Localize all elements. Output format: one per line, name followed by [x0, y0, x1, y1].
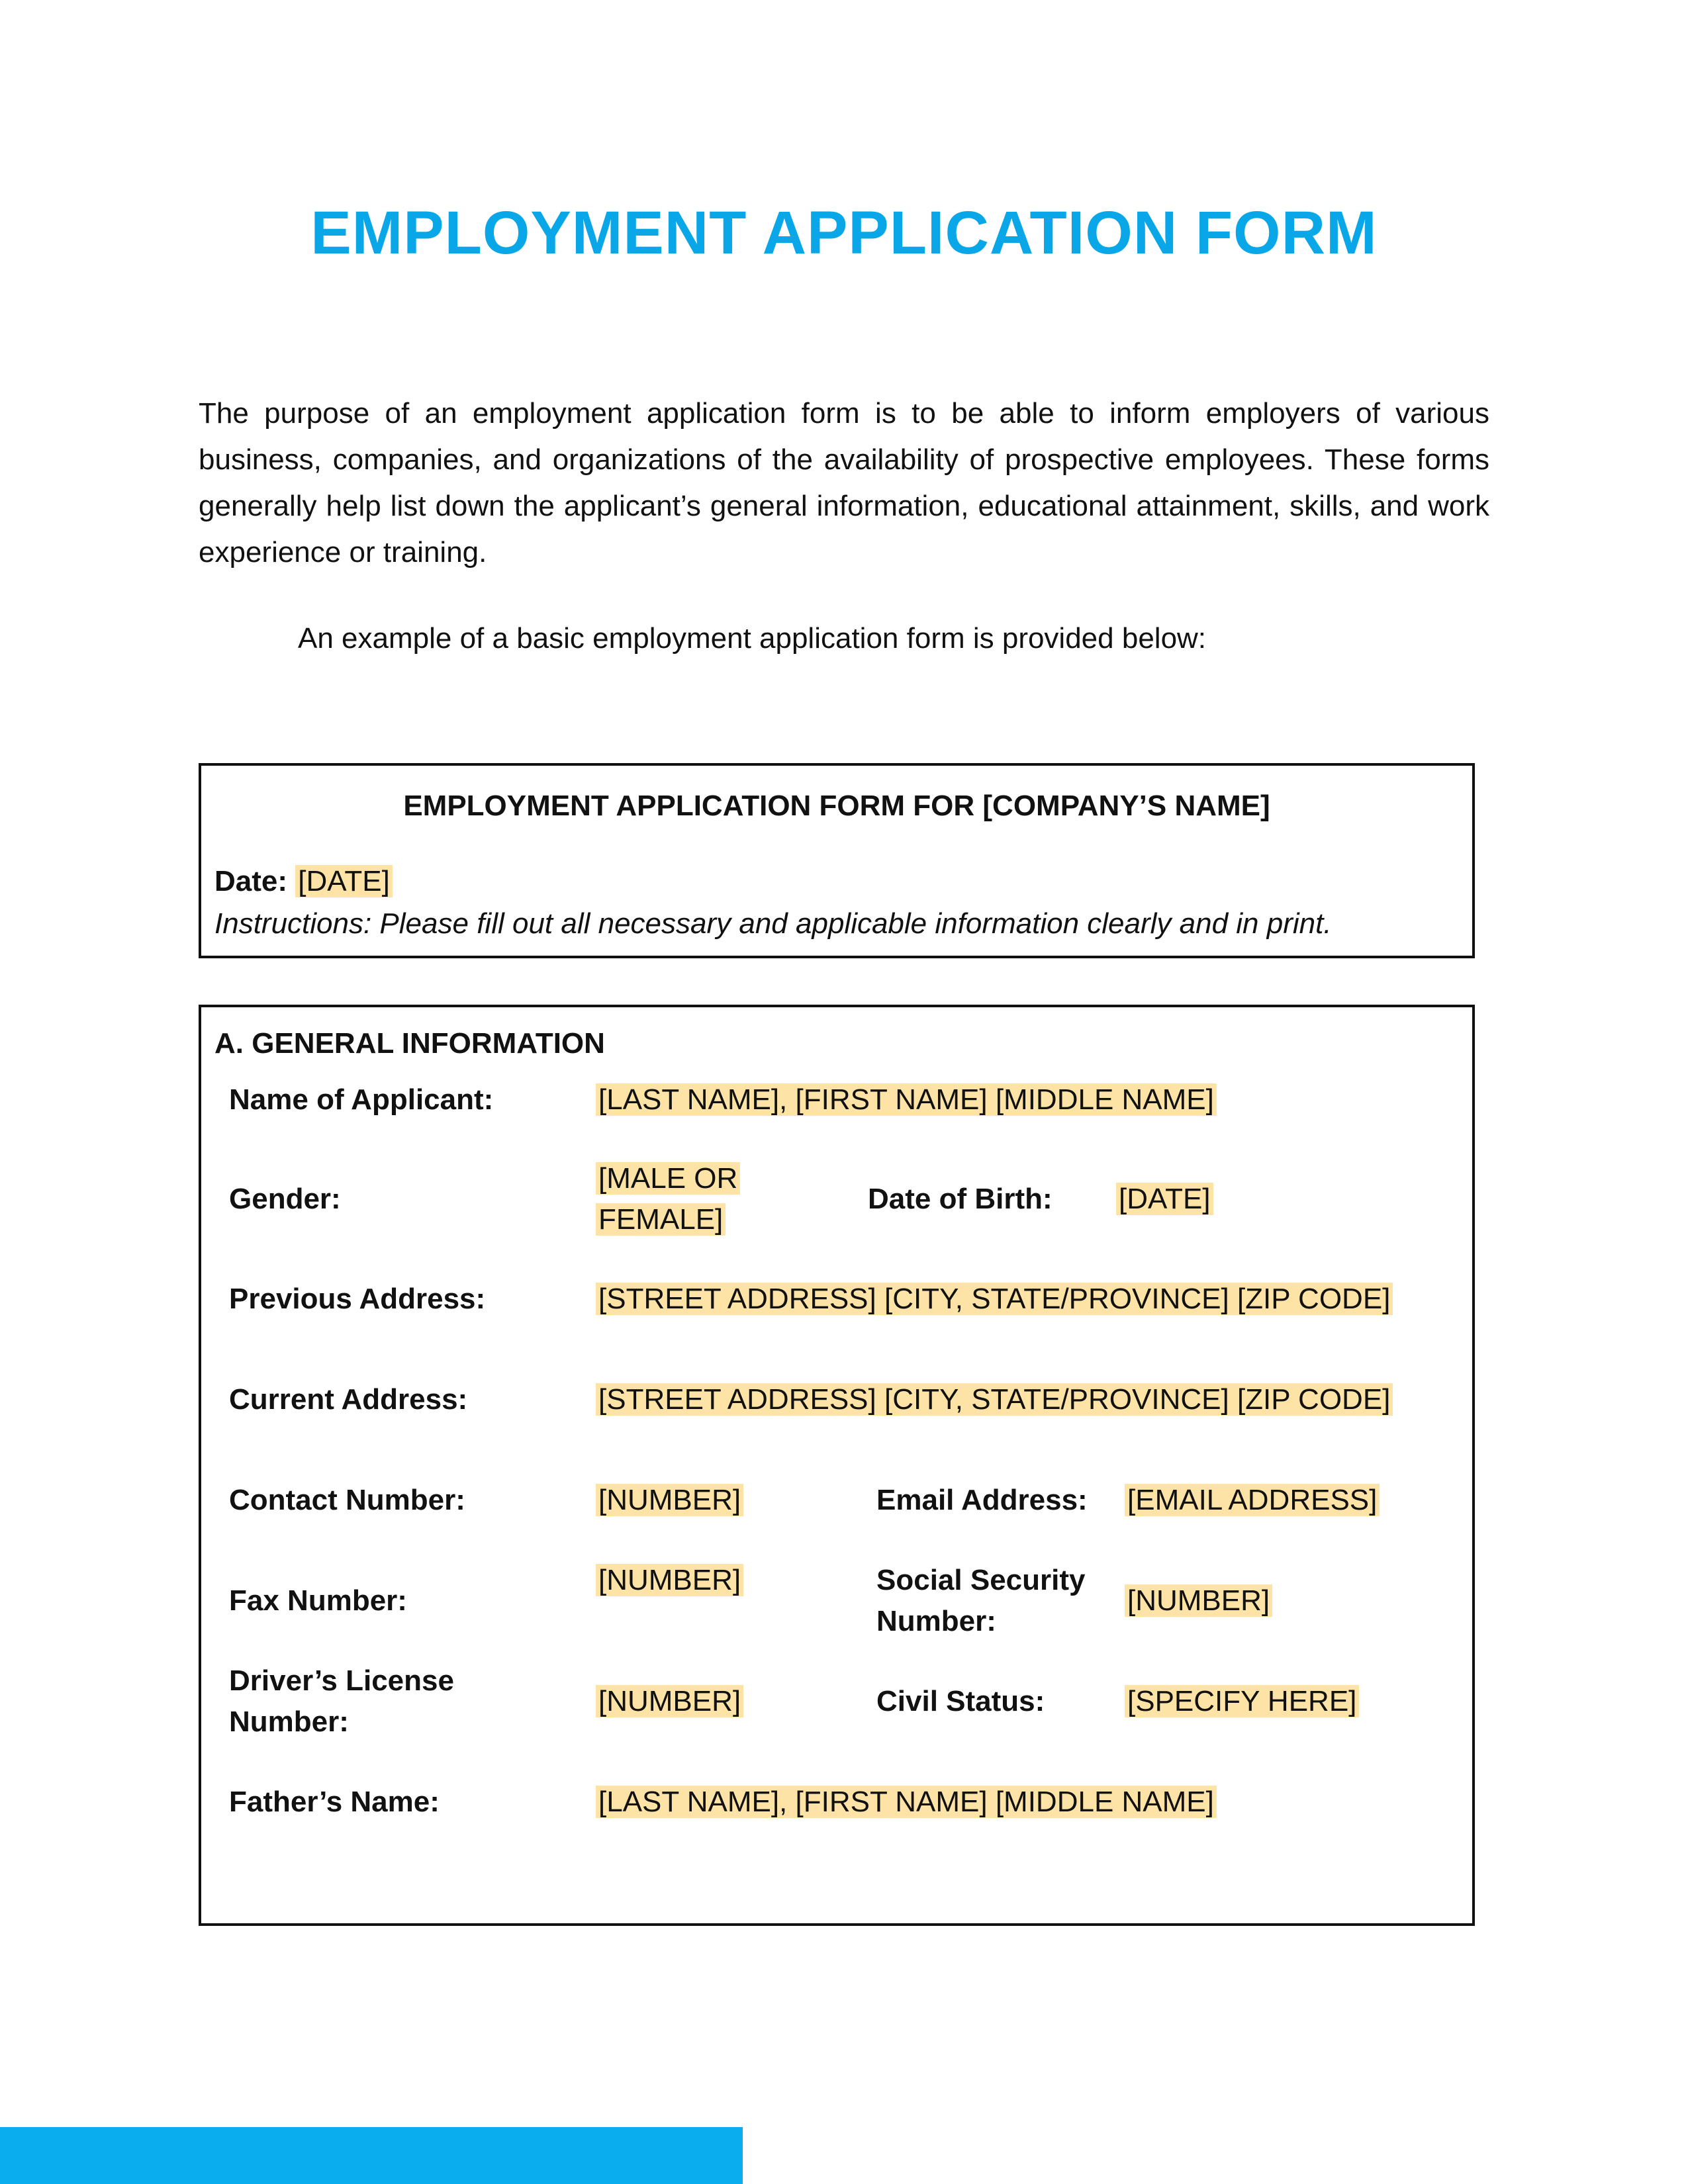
form-header-box: [199, 763, 1475, 958]
drivers-license-label-line2: Number:: [229, 1706, 349, 1738]
current-address-value: [STREET ADDRESS] [CITY, STATE/PROVINCE] [ZIP CODE]: [596, 1383, 1393, 1416]
gender-value-line1: [MALE OR: [596, 1162, 740, 1195]
current-address-label: Current Address:: [229, 1383, 468, 1416]
contact-number-value: [NUMBER]: [596, 1484, 743, 1516]
contact-number-label: Contact Number:: [229, 1484, 465, 1516]
document-title: EMPLOYMENT APPLICATION FORM: [310, 199, 1378, 267]
dob-label: Date of Birth:: [868, 1183, 1053, 1215]
example-line: An example of a basic employment application form is provided below:: [298, 622, 1207, 655]
date-field[interactable]: [DATE]: [295, 865, 393, 897]
contact-number-field[interactable]: [596, 1480, 743, 1521]
ssn-label: [876, 1560, 1085, 1642]
drivers-license-field[interactable]: [596, 1681, 743, 1722]
name-label: Name of Applicant:: [229, 1083, 494, 1116]
fathers-name-value: [LAST NAME], [FIRST NAME] [MIDDLE NAME]: [596, 1786, 1217, 1818]
name-value: [LAST NAME], [FIRST NAME] [MIDDLE NAME]: [596, 1083, 1217, 1116]
ssn-label-line1: Social Security: [876, 1564, 1086, 1596]
email-field[interactable]: [1125, 1480, 1380, 1521]
section-heading-general-information: A. GENERAL INFORMATION: [214, 1027, 605, 1060]
civil-status-label: Civil Status:: [876, 1685, 1045, 1717]
gender-field[interactable]: [596, 1158, 740, 1240]
ssn-label-line2: Number:: [876, 1605, 996, 1637]
dob-field[interactable]: [1116, 1179, 1213, 1220]
dob-value: [DATE]: [1116, 1183, 1213, 1215]
drivers-license-value: [NUMBER]: [596, 1685, 743, 1717]
fathers-name-label: Father’s Name:: [229, 1786, 440, 1818]
civil-status-value: [SPECIFY HERE]: [1125, 1685, 1359, 1717]
general-information-box: [199, 1005, 1475, 1926]
gender-label: Gender:: [229, 1183, 341, 1215]
ssn-value: [NUMBER]: [1125, 1584, 1272, 1617]
fathers-name-field[interactable]: [596, 1782, 1217, 1823]
instructions: Instructions: Please fill out all necessary and applicable information clearly and in print.: [214, 907, 1332, 940]
email-value: [EMAIL ADDRESS]: [1125, 1484, 1380, 1516]
name-field[interactable]: [596, 1079, 1217, 1120]
civil-status-field[interactable]: [1125, 1681, 1359, 1722]
gender-value-line2: FEMALE]: [596, 1203, 726, 1236]
intro-paragraph: The purpose of an employment application form is to be able to inform employers of various business, companies, and organizations of the availability of prospective employees. These forms generally help list down the applicant’s general information, educational attainment, skills, and work experience or training.: [199, 397, 1489, 569]
fax-number-value: [NUMBER]: [596, 1564, 743, 1596]
drivers-license-label: [229, 1661, 454, 1743]
fax-number-label: Fax Number:: [229, 1584, 407, 1617]
current-address-field[interactable]: [596, 1379, 1393, 1420]
date-label: Date:: [214, 865, 288, 897]
date-row: [214, 865, 393, 898]
previous-address-field[interactable]: [596, 1279, 1393, 1320]
form-header-title: EMPLOYMENT APPLICATION FORM FOR [COMPANY’S NAME]: [403, 790, 1270, 822]
fax-number-field[interactable]: [596, 1560, 743, 1601]
previous-address-label: Previous Address:: [229, 1283, 486, 1315]
email-label: Email Address:: [876, 1484, 1088, 1516]
drivers-license-label-line1: Driver’s License: [229, 1664, 454, 1697]
ssn-field[interactable]: [1125, 1580, 1272, 1621]
previous-address-value: [STREET ADDRESS] [CITY, STATE/PROVINCE] [ZIP CODE]: [596, 1283, 1393, 1315]
footer-accent-bar: [0, 2127, 743, 2184]
